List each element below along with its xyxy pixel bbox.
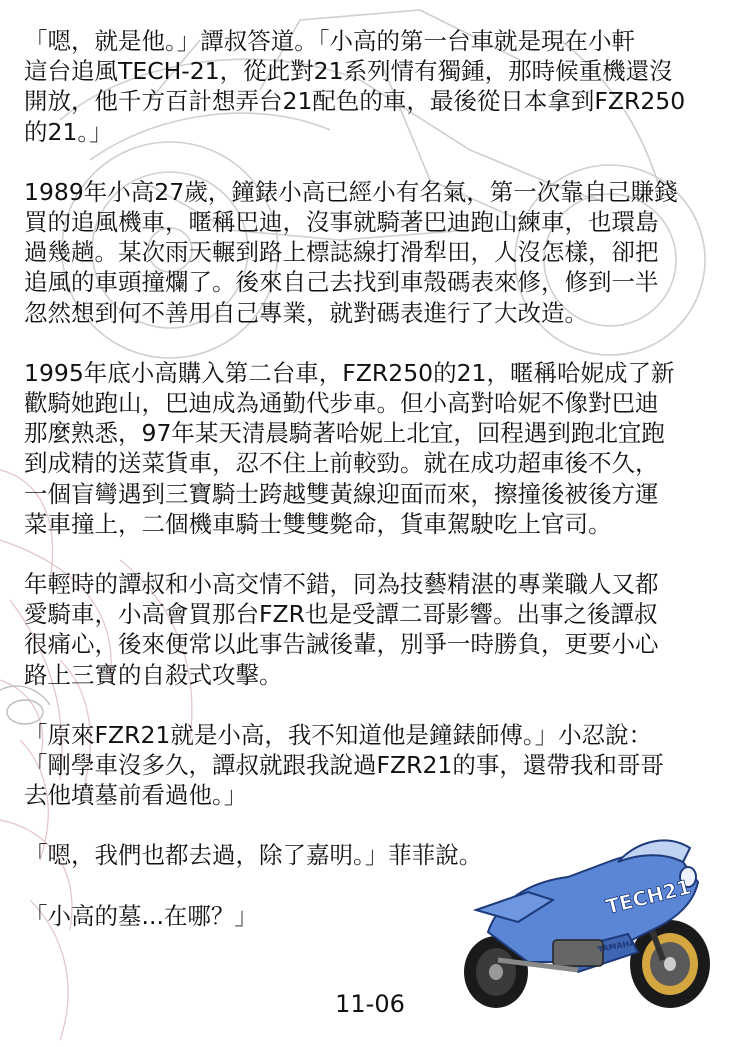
paragraph: 「小高的墓...在哪？」 <box>24 901 258 930</box>
story-text <box>24 26 724 931</box>
model-decal: TECH21 <box>603 874 694 919</box>
paragraph: 「原來FZR21就是小高，我不知道他是鐘錶師傅。」小忍說： 「剛學車沒多久，譚叔就跟我說過FZR21的事，還帶我和哥哥 去他墳墓前看過他。」 <box>24 720 664 810</box>
paragraph: 「嗯，我們也都去過，除了嘉明。」菲菲說。 <box>24 841 483 870</box>
paragraph: 1995年底小高購入第二台車，FZR250的21，暱稱哈妮成了新 歡騎她跑山，巴迪成為通勤代步車。但小高對哈妮不像對巴迪 那麼熟悉，97年某天清晨騎著哈妮上北宜，回程遇到跑北宜跑 到成精的送菜貨車，忍不住上前較勁。就在成功超車後不久， 一個盲彎遇到三寶騎士跨越雙黃線迎面而來，擦撞後被後方運 菜車撞上，二個機車騎士雙雙斃命，貨車駕駛吃上官司。 <box>24 358 675 538</box>
paragraph: 「嗯，就是他。」譚叔答道。「小高的第一台車就是現在小軒 這台追風TECH-21，從此對21系列情有獨鍾，那時候重機還沒 開放，他千方百計想弄台21配色的車，最後從日本拿到FZR250 的21。」 <box>24 27 686 146</box>
brand-decal: YAMAHA <box>596 938 637 954</box>
paragraph: 年輕時的譚叔和小高交情不錯，同為技藝精湛的專業職人又都 愛騎車，小高會買那台FZR也是受譚二哥影響。出事之後譚叔 很痛心，後來便常以此事告誡後輩，別爭一時勝負，更要小心 路上三寶的自殺式攻擊。 <box>24 570 659 689</box>
page-number: 11-06 <box>335 990 405 1018</box>
blue-motorcycle-illustration <box>458 822 720 1012</box>
paragraph: 1989年小高27歲，鐘錶小高已經小有名氣，第一次靠自己賺錢 買的追風機車，暱稱巴迪，沒事就騎著巴迪跑山練車，也環島 過幾趟。某次雨天輾到路上標誌線打滑犁田，人沒怎樣，卻把 追風的車頭撞爛了。後來自己去找到車殼碼表來修，修到一半 忽然想到何不善用自己專業，就對碼表進行了大改造。 <box>24 177 678 327</box>
